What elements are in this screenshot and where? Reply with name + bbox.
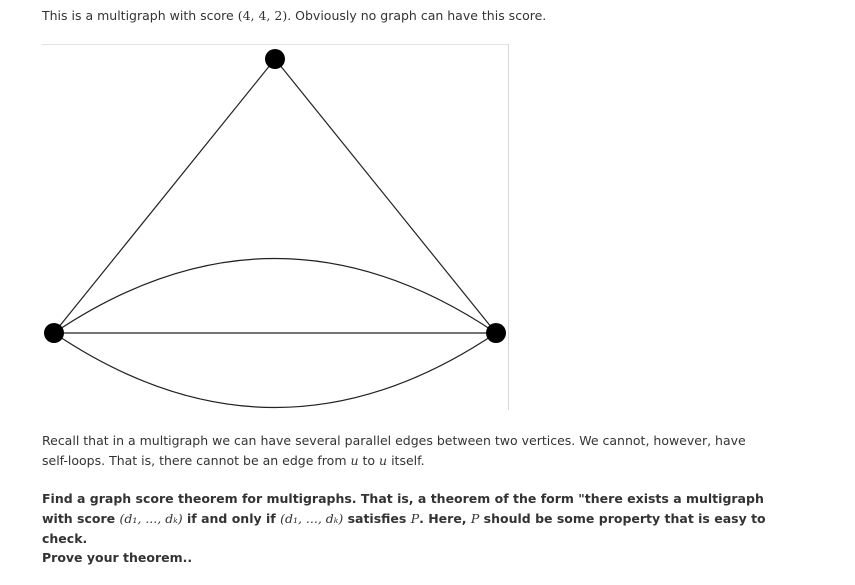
multigraph-svg [42,44,509,410]
property-p-math-2: P [470,511,480,526]
sequence-math: (d₁, ..., dₖ) [119,511,183,526]
sequence-math-2: (d₁, ..., dₖ) [280,511,344,526]
edge-left-right-lower-arc [54,333,496,408]
edge-top-left [54,59,275,333]
edge-top-right [275,59,496,333]
intro-paragraph [42,7,822,25]
vertex-right [486,323,506,343]
intro-text-before: This is a multigraph with score [42,8,238,23]
vertex-u-math: u [350,453,359,468]
edge-left-right-upper-arc [54,259,496,334]
score-math: (4, 4, 2) [237,8,288,23]
prove-instruction: Prove your theorem.. [42,550,193,565]
task-text-2: if and only if [182,511,281,526]
task-text-1: Find a graph score theorem for multigraphs. That is, a theorem of the form "there exists a multigraph with score [42,491,764,526]
recall-text-2: to [358,453,380,468]
task-text-5: should be some property that is easy to check. [42,511,766,546]
recall-paragraph [42,431,762,471]
multigraph-figure [42,44,509,410]
task-text-4: . Here, [419,511,471,526]
intro-text-after: . Obviously no graph can have this score. [287,8,547,23]
vertex-top [265,49,285,69]
property-p-math: P [410,511,420,526]
vertex-left [44,323,64,343]
task-paragraph [42,489,772,549]
recall-text-3: itself. [387,453,425,468]
vertex-u-math-2: u [379,453,388,468]
recall-text-1: Recall that in a multigraph we can have several parallel edges between two vertices. We cannot, however, have self-loops. That is, there cannot be an edge from [42,433,746,468]
task-text-3: satisfies [343,511,411,526]
